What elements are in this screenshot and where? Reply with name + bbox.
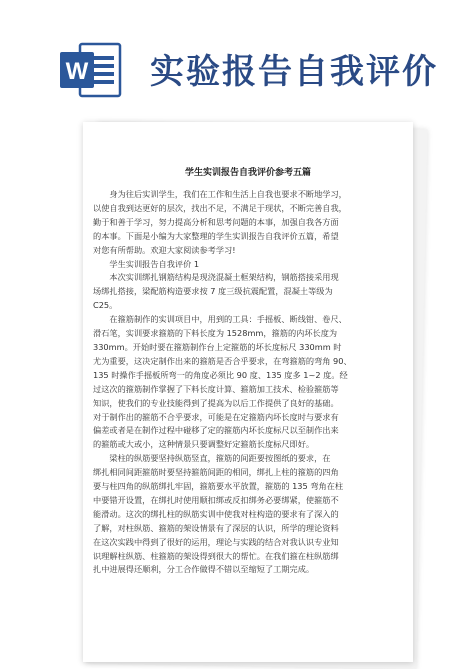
word-document-icon: [60, 42, 122, 98]
document-line: 扎中进展得还顺利，分工合作做得不错以至缩短了工期完成。: [93, 564, 315, 575]
banner-title: 实验报告自我评价: [150, 52, 438, 92]
document-line: 要与柱四角的纵筋绑扎牢固，箍筋要水平放置，箍筋的 135 弯角在柱: [93, 481, 344, 492]
document-line: 梁柱的纵筋要坚持纵筋竖直，箍筋的间距要按图纸的要求，在: [93, 453, 331, 464]
document-line: 场绑扎搭接，梁配筋构造要求按 7 度三级抗震配置，混凝土等级为: [93, 286, 333, 297]
document-line: 知识，使我们的专业技能得到了提高为以后工作提供了良好的基础。: [93, 397, 339, 408]
document-line: 绑扎相同间距箍筋时要坚持箍筋间距的相同，绑扎上柱的箍筋的四角: [93, 467, 339, 478]
document-line: 了解，对柱纵筋、箍筋的架设情景有了深层的认识，所学的理论资料: [93, 522, 339, 533]
document-line: 本次实训绑扎钢筋结构是现浇混凝土框架结构，钢筋搭接采用现: [93, 272, 339, 283]
document-line: 尤为重要，这决定制作出来的箍筋是否合乎要求，在弯箍筋的弯角 90、: [93, 355, 352, 366]
document-line: 过这次的箍筋制作掌握了下料长度计算、箍筋加工技术、检验箍筋等: [93, 383, 339, 394]
document-line: 学生实训报告自我评价 1: [93, 258, 200, 269]
document-line: 中要错开设置，在绑扎时使用顺扣绑或反扣绑务必要绑紧，使箍筋不: [93, 494, 339, 505]
document-line: C25。: [93, 300, 118, 311]
document-line: 能滑动。这次的绑扎柱的纵筋实训中使我对柱构造的要求有了深入的: [93, 508, 339, 519]
document-line: 勤于和善于学习，努力提高分析和思考问题的本事，加强自我各方面: [93, 216, 339, 227]
document-line: 330mm。开始时要在箍筋制作台上定箍筋的坏长度标尺 330mm 时: [93, 341, 342, 352]
document-line: 的箍筋或大或小，这种情景只要调整好定箍筋长度标尺即好。: [93, 439, 315, 450]
document-line: 在这次实践中得到了很好的运用，理论与实践的结合对我认识专业知: [93, 536, 339, 547]
document-title: 学生实训报告自我评价参考五篇: [184, 168, 311, 178]
document-line: 在箍筋制作的实训项目中，用到的工具：手摇板、断线钳、卷尺、: [93, 314, 347, 325]
word-logo-letter: W: [65, 58, 89, 85]
document-line: 身为往后实训学生，我们在工作和生活上自我也要求不断地学习，: [93, 189, 347, 199]
document-line: 识理解柱纵筋、柱箍筋的架设得到很大的帮忙。在我们箍在柱纵筋绑: [93, 550, 339, 561]
document-line: 对于制作出的箍筋不合乎要求，可能是在定箍筋内坏长度时与要求有: [93, 411, 339, 422]
document-page: [83, 122, 413, 662]
banner: [0, 0, 474, 120]
document-line: 135 时操作手摇板所弯一的角度必须比 90 度、135 度多 1~2 度。经: [93, 369, 348, 380]
document-line: 以使自我到达更好的层次，找出不足，不满足于现状，不断完善自我，: [93, 202, 347, 213]
document-line: 滑石笔，实训要求箍筋的下料长度为 1528mm，箍筋的内坏长度为: [93, 328, 338, 339]
document-line: 对您有所帮助。欢迎大家阅读参考学习!: [93, 244, 236, 255]
document-body: [93, 188, 403, 577]
document-line: 的本事。下面是小编为大家整理的学生实训报告自我评价五篇，希望: [93, 230, 339, 241]
document-line: 偏差或者是在制作过程中碰移了定的箍筋内坏长度标尺以至制作出来: [93, 425, 339, 436]
